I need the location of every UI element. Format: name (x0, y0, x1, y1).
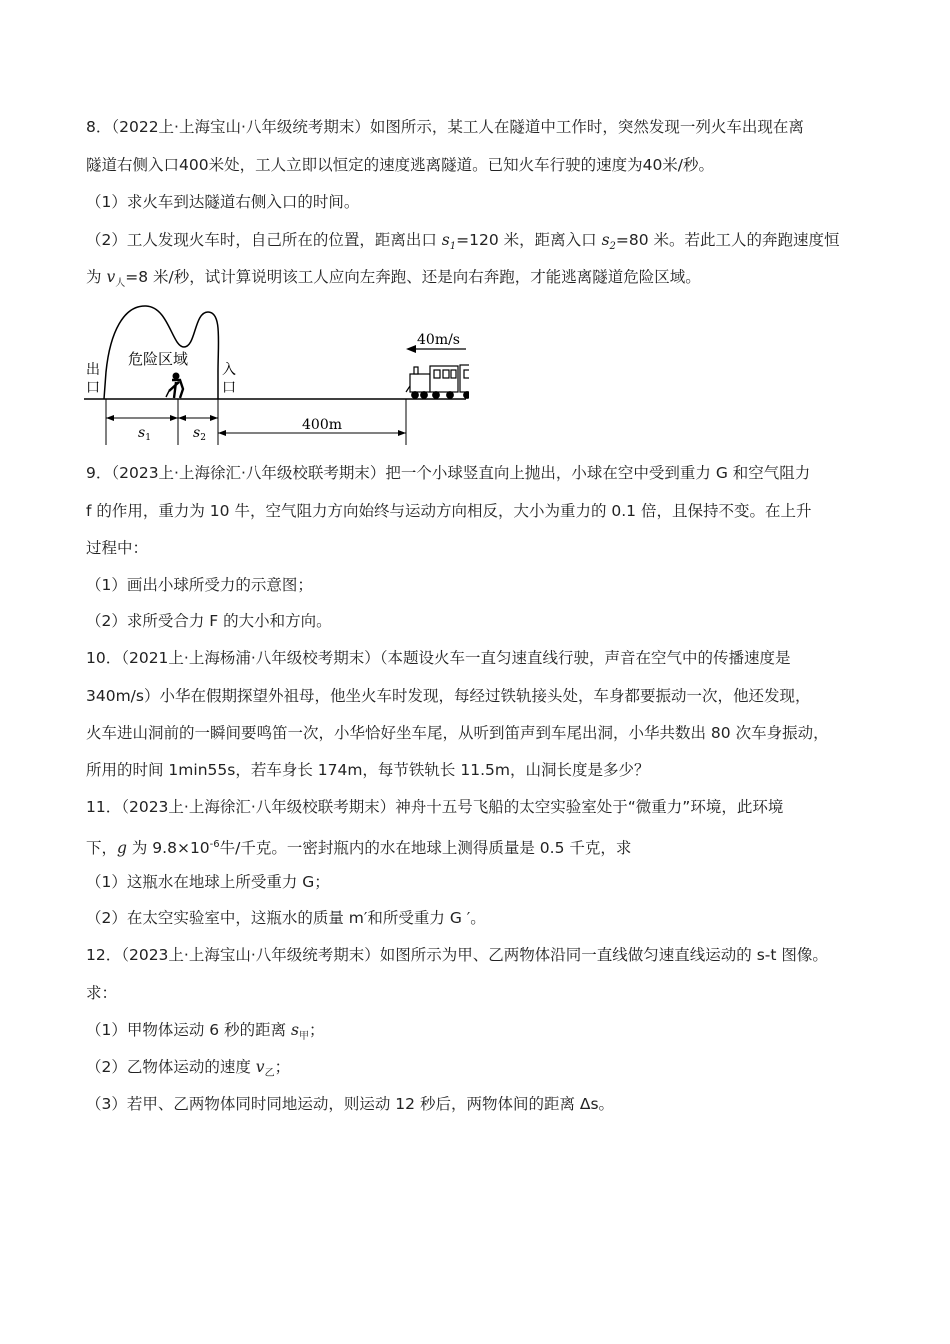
exit-label-top: 出 (86, 362, 100, 378)
q8-line-2: 隧道右侧入口400米处，工人立即以恒定的速度逃离隧道。已知火车行驶的速度为40米/秒。 (86, 156, 715, 174)
q12-line-1: 12．（2023上·上海宝山·八年级统考期末）如图所示为甲、乙两物体沿同一直线做匀速直线运动的 s-t 图像。 (86, 946, 828, 964)
q9-sub-1: （1）画出小球所受力的示意图； (86, 576, 313, 594)
q11-sub-1: （1）这瓶水在地球上所受重力 G； (86, 873, 330, 891)
distance-400m-label: 400m (302, 417, 342, 433)
s1-label: $s_1$ (138, 425, 151, 443)
q10-line-4: 所用的时间 1min55s，若车身长 174m，每节铁轨长 11.5m，山洞长度是多少？ (86, 761, 650, 779)
q12-sub-3: （3）若甲、乙两物体同时同地运动，则运动 12 秒后，两物体间的距离 Δs。 (86, 1095, 615, 1113)
q8-sub-1: （1）求火车到达隧道右侧入口的时间。 (86, 193, 360, 211)
q12-sub-2: （2）乙物体运动的速度 $v_乙$； (86, 1058, 291, 1080)
q10-line-3: 火车进山洞前的一瞬间要鸣笛一次，小华恰好坐车尾，从听到笛声到车尾出洞，小华共数出 80 次车身振动， (86, 724, 829, 742)
dimension-lines (106, 399, 406, 445)
danger-zone-label: 危险区域 (128, 350, 189, 368)
q11-sub-2: （2）在太空实验室中，这瓶水的质量 m′和所受重力 G ′。 (86, 909, 486, 927)
q8-sub-2-cont: 为 $v_人=8$ 米/秒，试计算说明该工人应向左奔跑、还是向右奔跑，才能逃离隧道危险区域。 (86, 268, 701, 290)
q9-line-2: f 的作用，重力为 10 牛，空气阻力方向始终与运动方向相反，大小为重力的 0.1 倍，且保持不变。在上升 (86, 502, 812, 520)
exit-label-bottom: 口 (86, 380, 100, 396)
q12-sub-1: （1）甲物体运动 6 秒的距离 $s_甲$； (86, 1021, 325, 1043)
q11-line-2: 下，g 为 $9.8\times 10^{-6}$牛/千克。一密封瓶内的水在地球上测得质量是 0.5 千克，求 (86, 839, 632, 858)
q12-line-2: 求： (86, 984, 118, 1002)
entry-label-bottom: 口 (222, 380, 236, 396)
s2-label: $s_2$ (193, 425, 206, 443)
q10-line-1: 10．（2021上·上海杨浦·八年级校考期末）（本题设火车一直匀速直线行驶，声音在空气中的传播速度是 (86, 649, 791, 667)
tunnel-diagram (84, 302, 469, 452)
train-icon (406, 365, 469, 398)
q9-line-1: 9．（2023上·上海徐汇·八年级校联考期末）把一个小球竖直向上抛出，小球在空中受到重力 G 和空气阻力 (86, 464, 811, 482)
q11-line-1: 11．（2023上·上海徐汇·八年级校联考期末）神舟十五号飞船的太空实验室处于“微重力”环境，此环境 (86, 798, 784, 816)
entry-label-top: 入 (222, 362, 236, 378)
q8-line-1: 8．（2022上·上海宝山·八年级统考期末）如图所示，某工人在隧道中工作时，突然发现一列火车出现在离 (86, 118, 804, 136)
speed-label: 40m/s (417, 332, 460, 348)
q9-line-3: 过程中： (86, 539, 149, 557)
worker-icon (166, 373, 183, 399)
q10-line-2: 340m/s）小华在假期探望外祖母，他坐火车时发现，每经过铁轨接头处，车身都要振动一次，他还发现， (86, 687, 811, 705)
speed-arrow-head (406, 345, 416, 353)
q8-sub-2: （2）工人发现火车时，自己所在的位置，距离出口 $s_1=120$ 米，距离入口 $s_2=80$ 米。若此工人的奔跑速度恒 (86, 231, 840, 253)
q9-sub-2: （2）求所受合力 F 的大小和方向。 (86, 612, 332, 630)
